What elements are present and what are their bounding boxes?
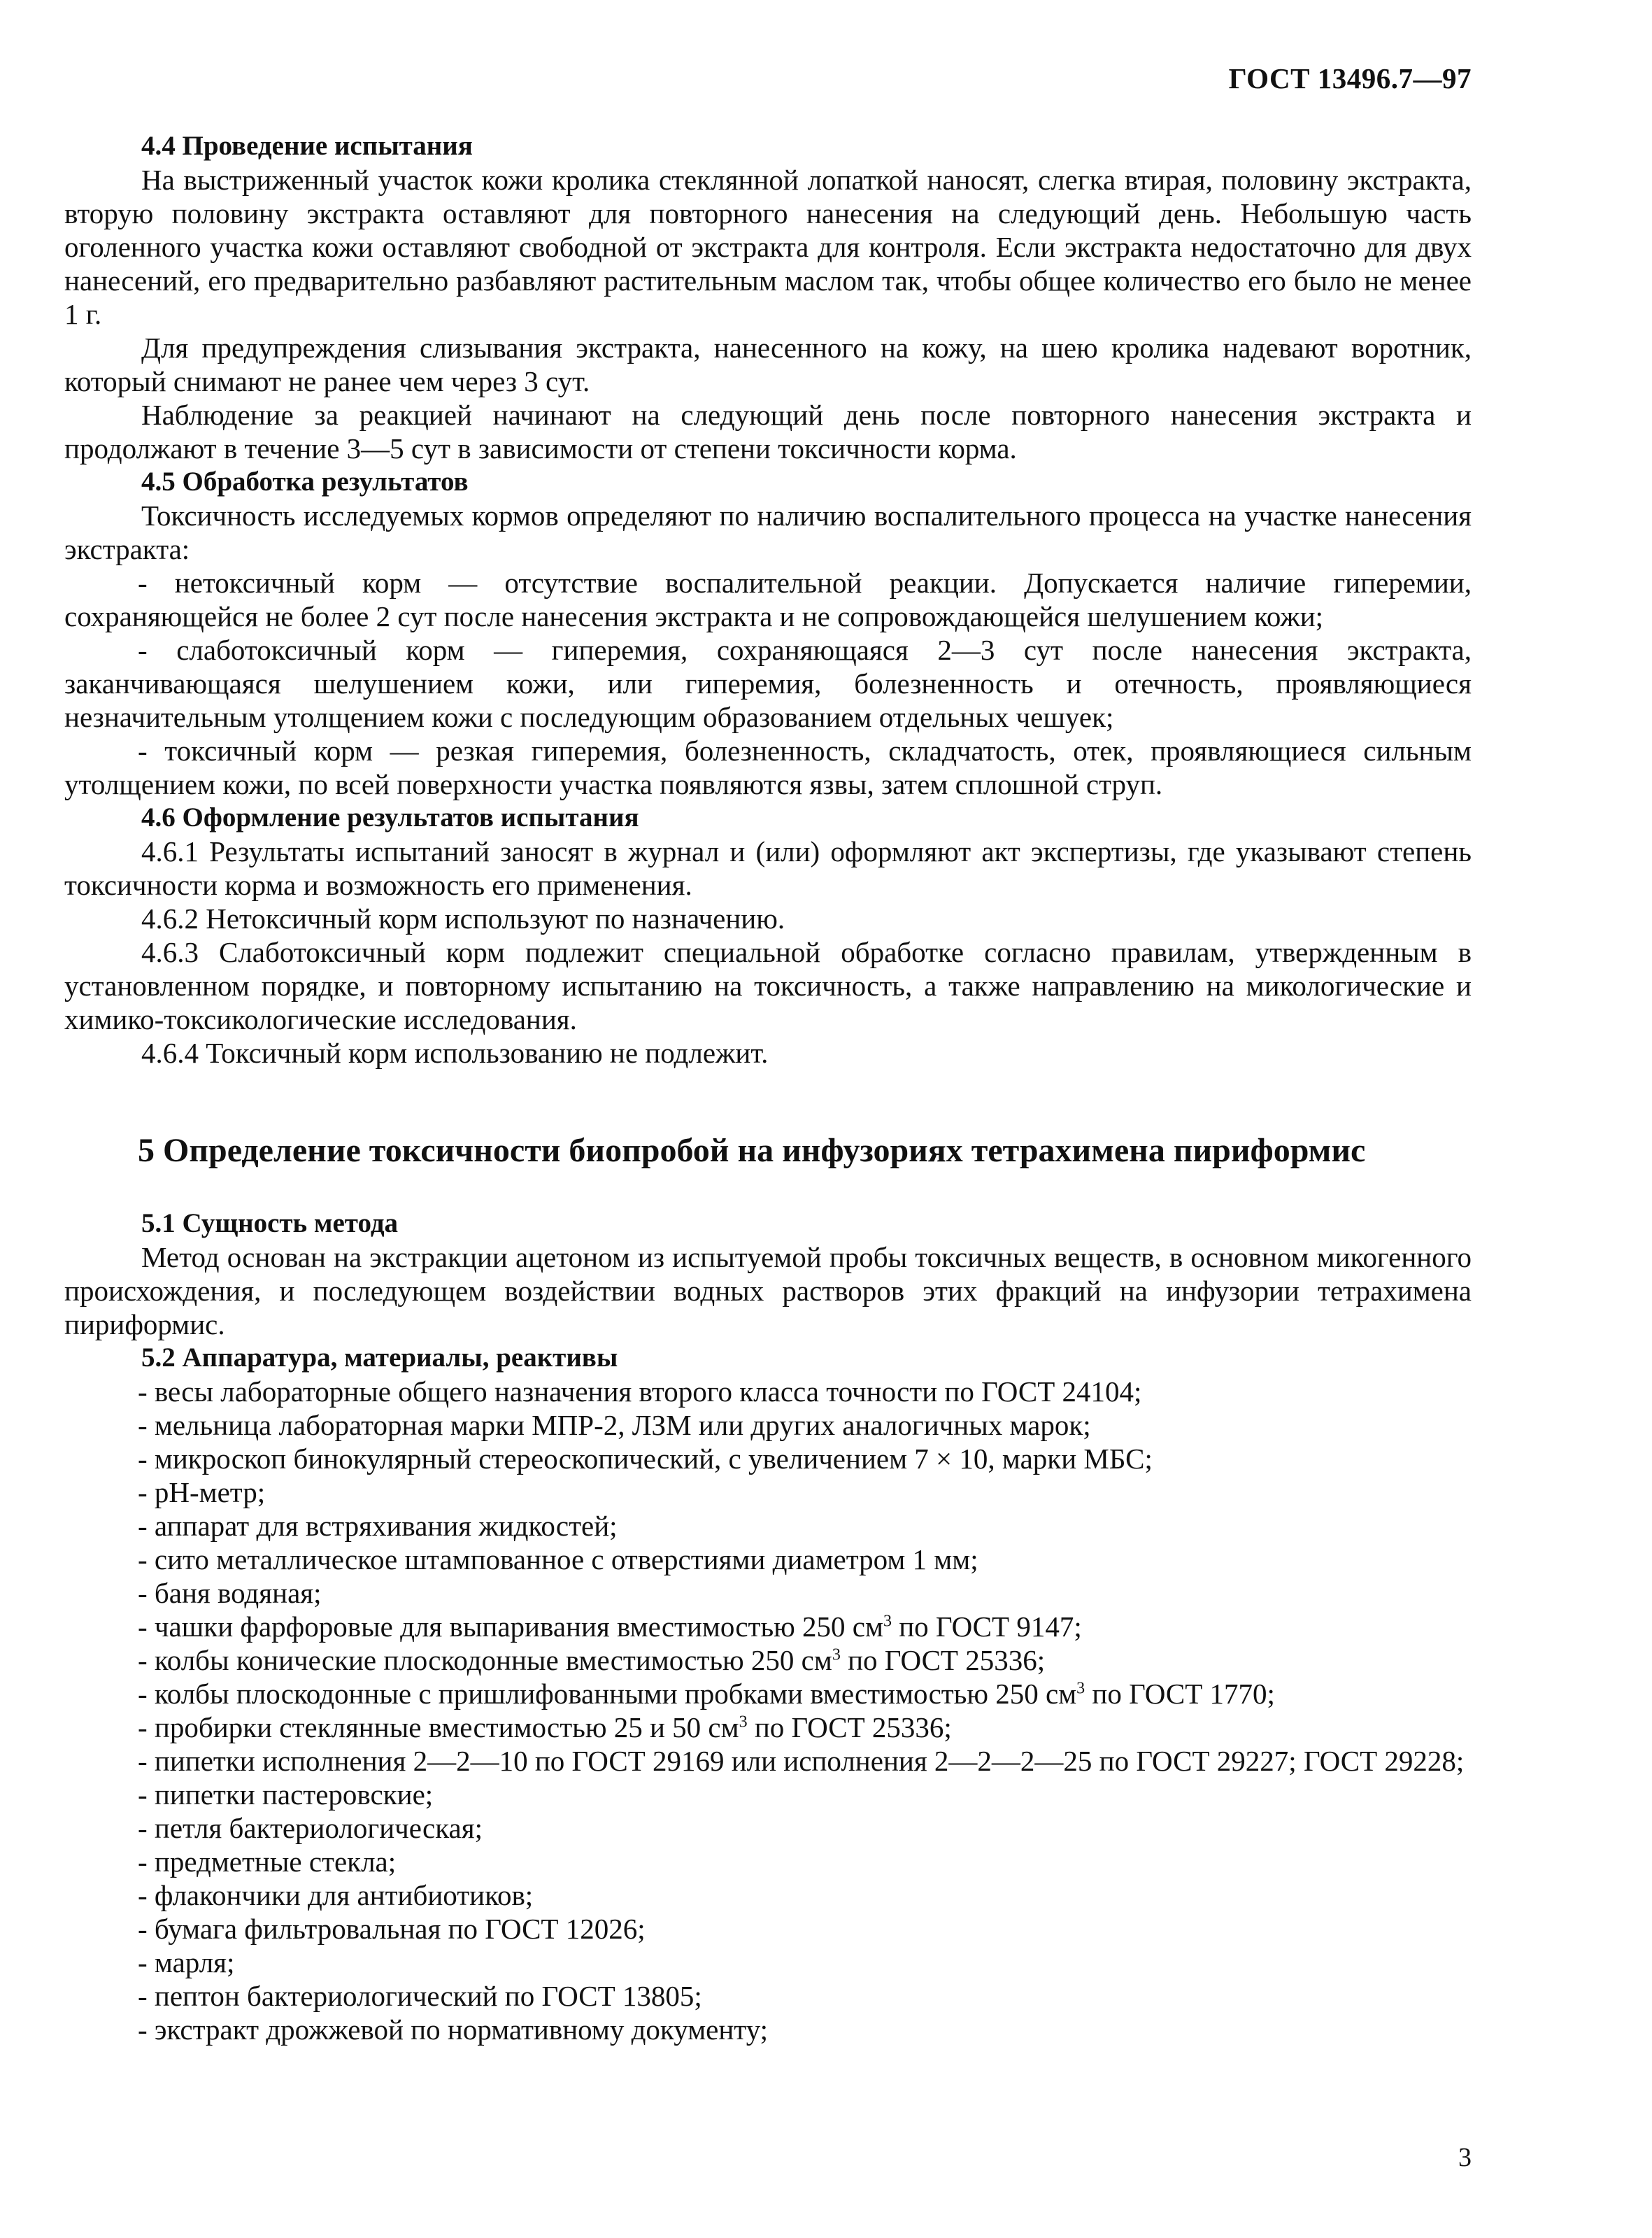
list-item: - экстракт дрожжевой по нормативному документу; [138, 2013, 769, 2046]
superscript: 3 [1076, 1679, 1085, 1698]
list-item: - аппарат для встряхивания жидкостей; [138, 1510, 618, 1542]
item-text: по ГОСТ 25336; [747, 1711, 952, 1743]
paragraph: 4.6.1 Результаты испытаний заносят в журнал и (или) оформляют акт экспертизы, где указывают степень токсичности корма и возможность его применения. [64, 835, 1472, 901]
document-page [64, 0, 1472, 2238]
superscript: 3 [739, 1713, 748, 1731]
list-item: - петля бактериологическая; [138, 1812, 483, 1844]
item-text: по ГОСТ 9147; [891, 1610, 1082, 1643]
page-number: 3 [1458, 2143, 1472, 2172]
list-item: - мельница лабораторная марки МПР-2, ЛЗМ или других аналогичных марок; [138, 1409, 1091, 1441]
paragraph: Токсичность исследуемых кормов определяют по наличию воспалительного процесса на участке нанесения экстракта: [64, 500, 1472, 565]
paragraph: Наблюдение за реакцией начинают на следующий день после повторного нанесения экстракта и продолжают в течение 3—5 сут в зависимости от степени токсичности корма. [64, 399, 1472, 465]
equipment-list [64, 1375, 1472, 2046]
list-item: - рН-метр; [138, 1476, 266, 1508]
list-item: - флакончики для антибиотиков; [138, 1879, 534, 1911]
section-title-5: 5 Определение токсичности биопробой на инфузориях тетрахимена пириформис [138, 1132, 1366, 1169]
list-item [64, 1711, 1472, 1744]
list-item [64, 1643, 1472, 1677]
list-item: - бумага фильтровальная по ГОСТ 12026; [138, 1913, 646, 1945]
subsection-title-5-1: 5.1 Сущность метода [141, 1208, 399, 1238]
document-body [64, 129, 1472, 2046]
superscript: 3 [883, 1612, 892, 1631]
list-item: - сито металлическое штампованное с отверстиями диаметром 1 мм; [138, 1543, 978, 1575]
list-item: - баня водяная; [138, 1577, 322, 1609]
list-item: - пептон бактериологический по ГОСТ 13805; [138, 1980, 702, 2012]
paragraph: 4.6.4 Токсичный корм использованию не подлежит. [141, 1037, 769, 1069]
subsection-title-4-6: 4.6 Оформление результатов испытания [141, 802, 639, 833]
list-item: - предметные стекла; [138, 1846, 397, 1878]
list-item: - микроскоп бинокулярный стереоскопический, с увеличением 7 × 10, марки МБС; [138, 1443, 1153, 1475]
toxicity-criteria-list [64, 566, 1472, 801]
list-item [64, 1677, 1472, 1711]
list-item: - пипетки исполнения 2—2—10 по ГОСТ 29169 или исполнения 2—2—2—25 по ГОСТ 29227; ГОСТ 29228; [138, 1745, 1465, 1777]
list-item: - токсичный корм — резкая гиперемия, болезненность, складчатость, отек, проявляющиеся сильным утолщением кожи, по всей поверхности участка появляются язвы, затем сплошной струп. [64, 735, 1472, 800]
item-text: - чашки фарфоровые для выпаривания вместимостью 250 см [138, 1610, 883, 1643]
list-item: - пипетки пастеровские; [138, 1778, 434, 1811]
document-code-header: ГОСТ 13496.7—97 [1228, 62, 1472, 94]
list-item: - марля; [138, 1946, 235, 1978]
paragraph: На выстриженный участок кожи кролика стеклянной лопаткой наносят, слегка втирая, половину экстракта, вторую половину экстракта оставляют для повторного нанесения на следующий день. Небольшую часть оголенного участка кожи оставляют свободной от экстракта для контроля. Если экстракта недостаточно для двух нанесений, его предварительно разбавляют растительным маслом так, чтобы общее количество его было не менее 1 г. [64, 164, 1472, 330]
paragraph: Метод основан на экстракции ацетоном из испытуемой пробы токсичных веществ, в основном микогенного происхождения, и последующем воздействии водных растворов этих фракций на инфузории тетрахимена пириформис. [64, 1241, 1472, 1340]
subsection-title-4-4: 4.4 Проведение испытания [141, 131, 473, 161]
paragraph: Для предупреждения слизывания экстракта, нанесенного на кожу, на шею кролика надевают воротник, который снимают не ранее чем через 3 сут. [64, 332, 1472, 397]
list-item [64, 1610, 1472, 1643]
superscript: 3 [832, 1645, 841, 1664]
item-text: - пробирки стеклянные вместимостью 25 и 50 см [138, 1711, 739, 1743]
list-item: - весы лабораторные общего назначения второго класса точности по ГОСТ 24104; [138, 1375, 1142, 1408]
item-text: - колбы конические плоскодонные вместимостью 250 см [138, 1644, 832, 1676]
subsection-title-4-5: 4.5 Обработка результатов [141, 467, 469, 497]
subsection-title-5-2: 5.2 Аппаратура, материалы, реактивы [141, 1343, 618, 1373]
list-item: - нетоксичный корм — отсутствие воспалительной реакции. Допускается наличие гиперемии, сохраняющейся не более 2 сут после нанесения экстракта и не сопровождающейся шелушением кожи; [64, 567, 1472, 632]
paragraph: 4.6.2 Нетоксичный корм используют по назначению. [141, 902, 785, 935]
item-text: - колбы плоскодонные с пришлифованными пробками вместимостью 250 см [138, 1678, 1077, 1710]
item-text: по ГОСТ 25336; [840, 1644, 1046, 1676]
item-text: по ГОСТ 1770; [1085, 1678, 1275, 1710]
list-item: - слаботоксичный корм — гиперемия, сохраняющаяся 2—3 сут после нанесения экстракта, заканчивающаяся шелушением кожи, или гиперемия, болезненность и отечность, проявляющиеся незначительным утолщением кожи с последующим образованием отдельных чешуек; [64, 634, 1472, 733]
paragraph: 4.6.3 Слаботоксичный корм подлежит специальной обработке согласно правилам, утвержденным в установленном порядке, и повторному испытанию на токсичность, а также направлению на микологические и химико-токсикологические исследования. [64, 936, 1472, 1035]
